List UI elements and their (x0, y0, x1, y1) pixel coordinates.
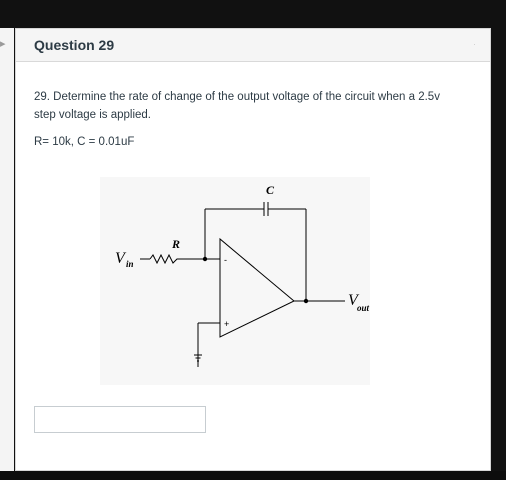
resistor-label: R (171, 237, 181, 251)
collapse-arrow-icon[interactable]: ▸ (0, 38, 6, 50)
capacitor-label: C (265, 183, 275, 197)
background-panel (0, 28, 14, 478)
diagram-background (100, 177, 370, 385)
question-params: R= 10k, C = 0.01uF (34, 136, 135, 148)
junction-dot-input (203, 257, 207, 261)
question-text: 29. Determine the rate of change of the output voltage of the circuit when a 2.5v step voltage is applied. (34, 91, 440, 121)
question-card (15, 28, 491, 471)
question-header (16, 29, 490, 62)
bottom-bar (0, 471, 506, 480)
vin-label: V (115, 250, 125, 267)
integrator-circuit-diagram (100, 177, 370, 385)
header-mark: · (473, 39, 476, 49)
vout-subscript: out (357, 303, 370, 313)
vin-subscript: in (126, 259, 134, 269)
inverting-input-sign: - (224, 255, 227, 265)
noninverting-input-sign: + (224, 319, 230, 329)
vout-label: V (348, 292, 358, 309)
answer-input[interactable] (34, 406, 206, 433)
question-title: Question 29 (34, 37, 115, 53)
junction-dot-output (304, 299, 308, 303)
